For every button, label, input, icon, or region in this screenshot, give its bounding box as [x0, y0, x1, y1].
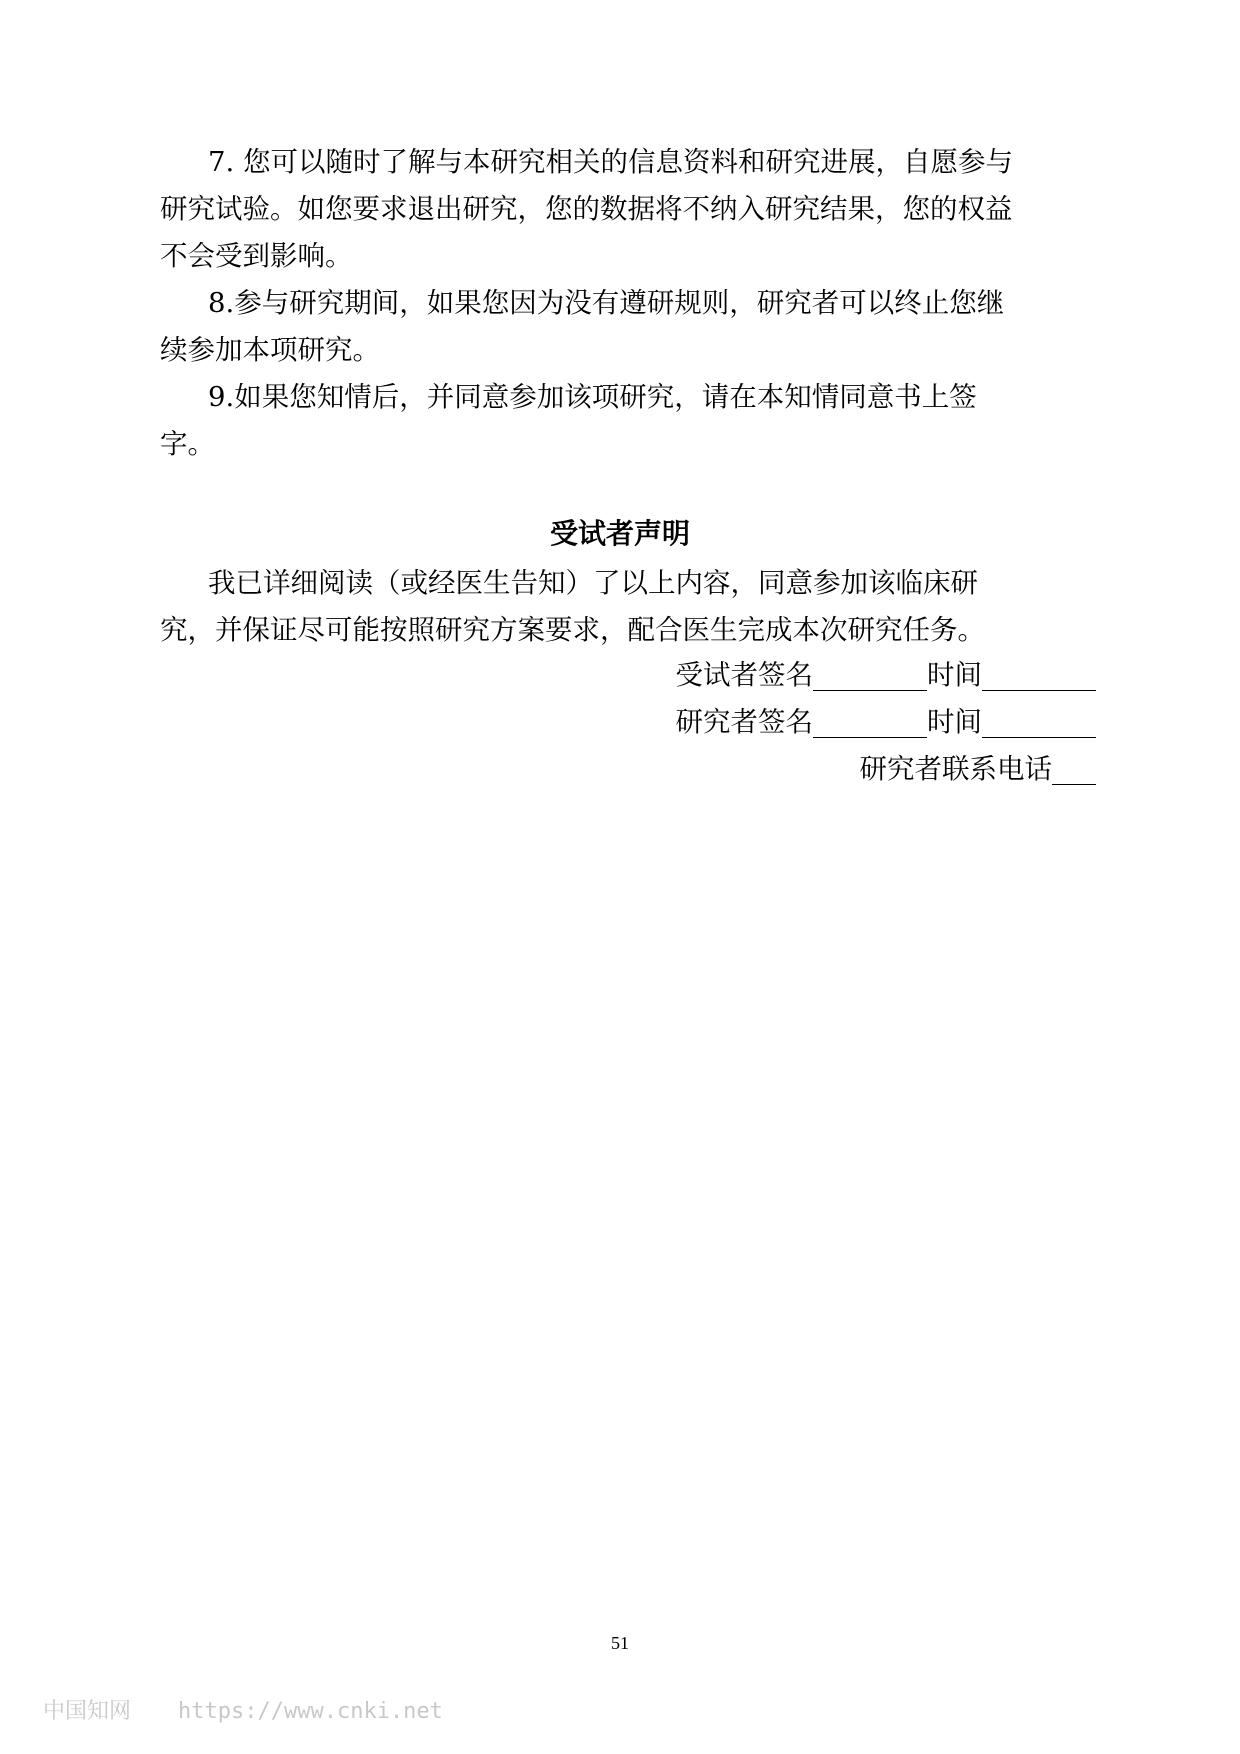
item-8-line-1: 8.参与研究期间，如果您因为没有遵研规则，研究者可以终止您继 — [208, 287, 1005, 319]
watermark-footer — [43, 1699, 443, 1725]
watermark-name: 中国知网 — [43, 1699, 132, 1724]
item-7-line-2: 研究试验。如您要求退出研究，您的数据将不纳入研究结果，您的权益 — [160, 193, 1013, 225]
subject-signature-row — [676, 659, 1097, 691]
researcher-signature-label: 研究者签名 — [675, 706, 813, 738]
item-7-line-3: 不会受到影响。 — [160, 240, 353, 272]
subject-signature-label: 受试者签名 — [675, 659, 813, 691]
item-7-line-1: 7. 您可以随时了解与本研究相关的信息资料和研究进展，自愿参与 — [208, 146, 1013, 178]
subject-time-blank[interactable] — [982, 660, 1096, 691]
declaration-line-2: 究，并保证尽可能按照研究方案要求，配合医生完成本次研究任务。 — [160, 614, 985, 646]
declaration-heading: 受试者声明 — [549, 517, 690, 550]
page-number: 51 — [611, 1633, 629, 1653]
watermark-url: https://www.cnki.net — [178, 1699, 443, 1724]
subject-time-label: 时间 — [927, 659, 982, 691]
item-9-line-1: 9.如果您知情后，并同意参加该项研究，请在本知情同意书上签 — [208, 381, 977, 413]
item-8-line-2: 续参加本项研究。 — [160, 334, 380, 366]
researcher-signature-row — [676, 706, 1097, 738]
researcher-phone-blank[interactable] — [1052, 754, 1096, 785]
researcher-phone-row — [860, 753, 1097, 785]
researcher-phone-label: 研究者联系电话 — [859, 753, 1052, 785]
declaration-line-1: 我已详细阅读（或经医生告知）了以上内容，同意参加该临床研 — [208, 567, 978, 599]
researcher-signature-blank[interactable] — [813, 707, 927, 738]
subject-signature-blank[interactable] — [813, 660, 927, 691]
researcher-time-blank[interactable] — [982, 707, 1096, 738]
researcher-time-label: 时间 — [927, 706, 982, 738]
item-9-line-2: 字。 — [160, 428, 215, 460]
